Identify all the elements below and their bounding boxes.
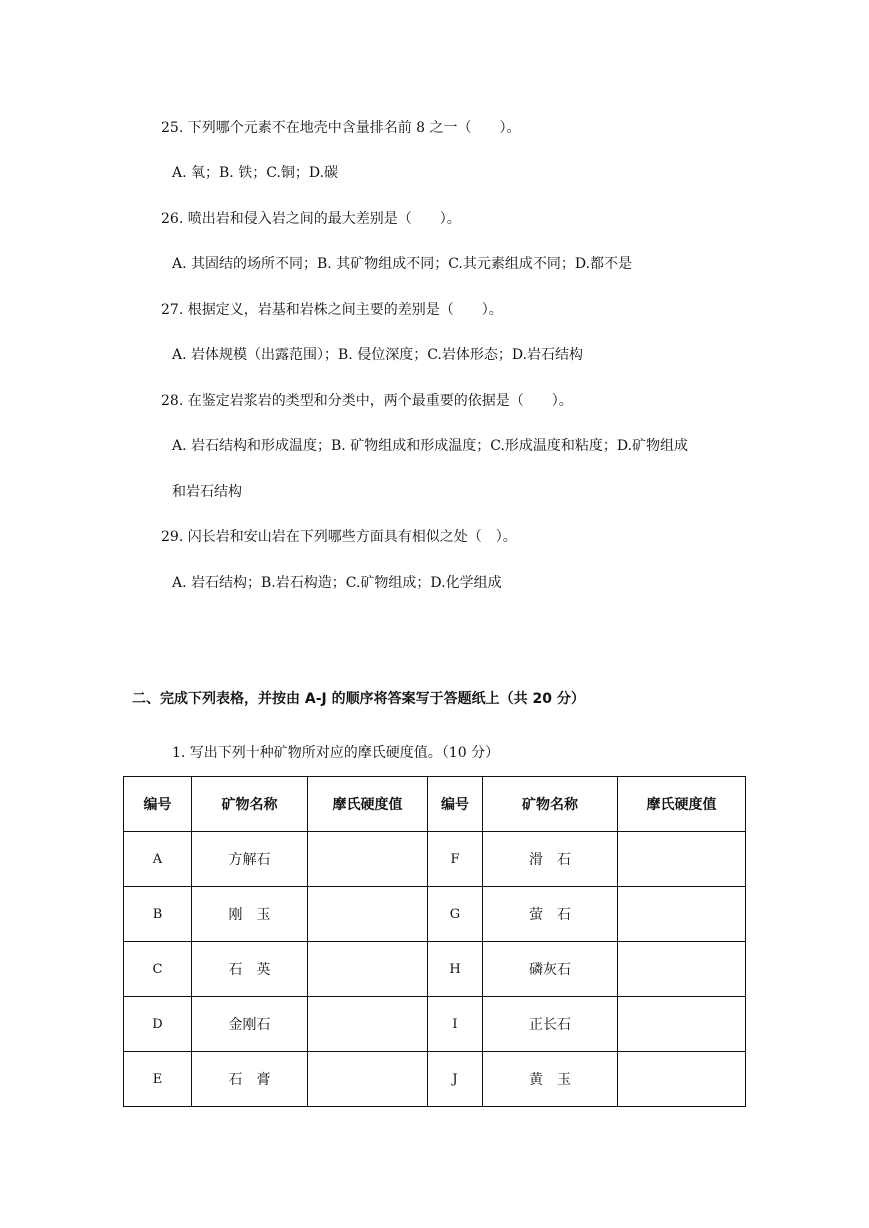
cell-code: B xyxy=(124,887,192,942)
table-row xyxy=(124,942,746,997)
cell-mineral-name: 正长石 xyxy=(483,997,618,1052)
header-mineral-name: 矿物名称 xyxy=(192,777,308,832)
question-28-options: A. 岩石结构和形成温度；B. 矿物组成和形成温度；C.形成温度和粘度；D.矿物组成 xyxy=(172,438,689,454)
cell-hardness-answer xyxy=(308,942,428,997)
cell-code: I xyxy=(428,997,483,1052)
cell-mineral-name: 萤 石 xyxy=(483,887,618,942)
cell-mineral-name: 滑 石 xyxy=(483,832,618,887)
question-28-stem: 28. 在鉴定岩浆岩的类型和分类中，两个最重要的依据是（ ）。 xyxy=(161,393,573,409)
question-26-options: A. 其固结的场所不同；B. 其矿物组成不同；C.其元素组成不同；D.都不是 xyxy=(172,256,633,272)
cell-code: G xyxy=(428,887,483,942)
cell-code: J xyxy=(428,1052,483,1107)
question-27-stem: 27. 根据定义，岩基和岩株之间主要的差别是（ ）。 xyxy=(161,302,503,318)
table-header-row xyxy=(124,777,746,832)
cell-code: H xyxy=(428,942,483,997)
cell-hardness-answer xyxy=(308,1052,428,1107)
cell-code: F xyxy=(428,832,483,887)
cell-mineral-name: 磷灰石 xyxy=(483,942,618,997)
section-2-subquestion: 1. 写出下列十种矿物所对应的摩氏硬度值。（10 分） xyxy=(172,745,500,761)
question-29-stem: 29. 闪长岩和安山岩在下列哪些方面具有相似之处（ ）。 xyxy=(161,529,517,545)
cell-code: D xyxy=(124,997,192,1052)
cell-mineral-name: 石 膏 xyxy=(192,1052,308,1107)
table-row xyxy=(124,997,746,1052)
table-row xyxy=(124,1052,746,1107)
header-mineral-name: 矿物名称 xyxy=(483,777,618,832)
question-27-options: A. 岩体规模（出露范围）；B. 侵位深度；C.岩体形态；D.岩石结构 xyxy=(172,347,584,363)
header-mohs-hardness: 摩氏硬度值 xyxy=(618,777,746,832)
cell-hardness-answer xyxy=(308,887,428,942)
cell-code: C xyxy=(124,942,192,997)
table-row xyxy=(124,887,746,942)
question-28-options-continued: 和岩石结构 xyxy=(172,484,242,500)
cell-mineral-name: 方解石 xyxy=(192,832,308,887)
cell-hardness-answer xyxy=(308,832,428,887)
cell-hardness-answer xyxy=(618,997,746,1052)
mohs-hardness-table xyxy=(123,776,746,1107)
cell-code: A xyxy=(124,832,192,887)
cell-mineral-name: 石 英 xyxy=(192,942,308,997)
question-29-options: A. 岩石结构；B.岩石构造；C.矿物组成；D.化学组成 xyxy=(172,575,502,591)
cell-hardness-answer xyxy=(618,1052,746,1107)
header-code: 编号 xyxy=(428,777,483,832)
cell-hardness-answer xyxy=(308,997,428,1052)
cell-mineral-name: 金刚石 xyxy=(192,997,308,1052)
cell-hardness-answer xyxy=(618,832,746,887)
cell-hardness-answer xyxy=(618,942,746,997)
cell-mineral-name: 黄 玉 xyxy=(483,1052,618,1107)
question-25-options: A. 氧；B. 铁；C.铜；D.碳 xyxy=(172,165,339,181)
header-code: 编号 xyxy=(124,777,192,832)
cell-hardness-answer xyxy=(618,887,746,942)
cell-code: E xyxy=(124,1052,192,1107)
cell-mineral-name: 刚 玉 xyxy=(192,887,308,942)
section-2-heading: 二、完成下列表格，并按由 A-J 的顺序将答案写于答题纸上（共 20 分） xyxy=(132,691,585,707)
header-mohs-hardness: 摩氏硬度值 xyxy=(308,777,428,832)
question-25-stem: 25. 下列哪个元素不在地壳中含量排名前 8 之一（ ）。 xyxy=(161,120,521,136)
table-row xyxy=(124,832,746,887)
question-26-stem: 26. 喷出岩和侵入岩之间的最大差别是（ ）。 xyxy=(161,211,461,227)
